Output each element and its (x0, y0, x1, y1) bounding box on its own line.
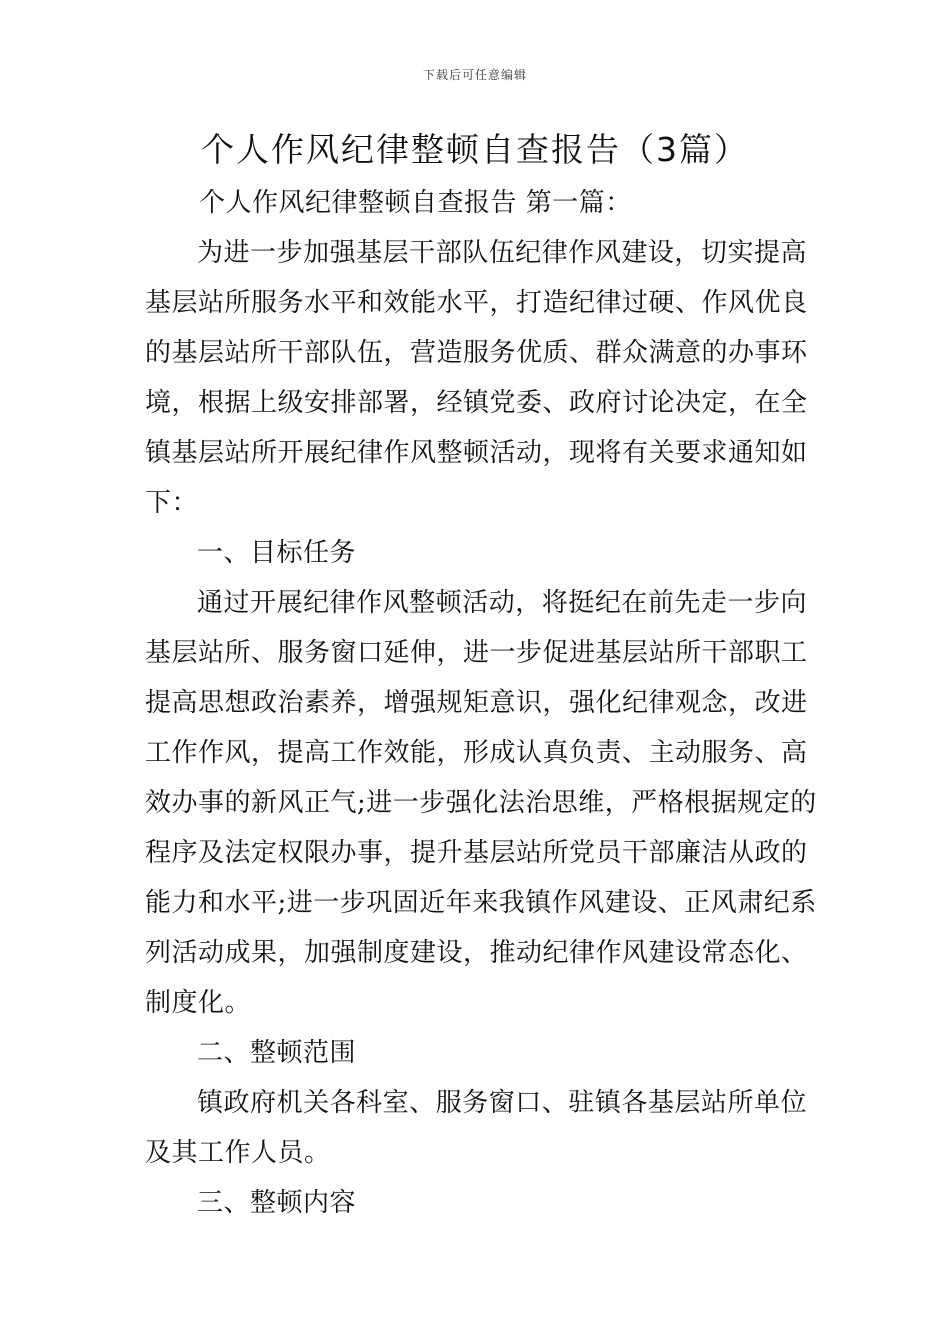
paragraph-1-line-3: 的基层站所干部队伍，营造服务优质、群众满意的办事环 (145, 338, 808, 368)
document-body (145, 178, 817, 1228)
paragraph-1-line-2: 基层站所服务水平和效能水平，打造纪律过硬、作风优良 (145, 288, 808, 318)
paragraph-1-line-6: 下： (145, 488, 199, 518)
paragraph-2-line-2: 基层站所、服务窗口延伸，进一步促进基层站所干部职工 (145, 638, 808, 668)
paragraph-1-line-1: 为进一步加强基层干部队伍纪律作风建设，切实提高 (197, 238, 807, 268)
section-heading-3: 三、整顿内容 (197, 1188, 357, 1218)
paragraph-2-line-9: 制度化。 (145, 988, 252, 1018)
section-heading-1: 一、目标任务 (197, 538, 357, 568)
subtitle: 个人作风纪律整顿自查报告 第一篇： (199, 188, 632, 218)
paragraph-1-line-4: 境，根据上级安排部署，经镇党委、政府讨论决定，在全 (145, 388, 808, 418)
paragraph-3-line-2: 及其工作人员。 (145, 1138, 331, 1168)
document-title: 个人作风纪律整顿自查报告（3篇） (201, 130, 749, 169)
paragraph-2-line-4: 工作作风，提高工作效能，形成认真负责、主动服务、高 (145, 738, 808, 768)
paragraph-2-line-7: 能力和水平;进一步巩固近年来我镇作风建设、正风肃纪系 (145, 888, 817, 918)
paragraph-2-line-3: 提高思想政治素养，增强规矩意识，强化纪律观念，改进 (145, 688, 808, 718)
paragraph-2-line-6: 程序及法定权限办事，提升基层站所党员干部廉洁从政的 (145, 838, 808, 868)
paragraph-2-line-8: 列活动成果，加强制度建设，推动纪律作风建设常态化、 (145, 938, 808, 968)
header-note: 下载后可任意编辑 (422, 68, 527, 82)
paragraph-2-line-5: 效办事的新风正气;进一步强化法治思维，严格根据规定的 (145, 788, 817, 818)
section-heading-2: 二、整顿范围 (197, 1038, 357, 1068)
paragraph-2-line-1: 通过开展纪律作风整顿活动，将挺纪在前先走一步向 (197, 588, 807, 618)
paragraph-3-line-1: 镇政府机关各科室、服务窗口、驻镇各基层站所单位 (197, 1088, 807, 1118)
paragraph-1-line-5: 镇基层站所开展纪律作风整顿活动，现将有关要求通知如 (145, 438, 808, 468)
